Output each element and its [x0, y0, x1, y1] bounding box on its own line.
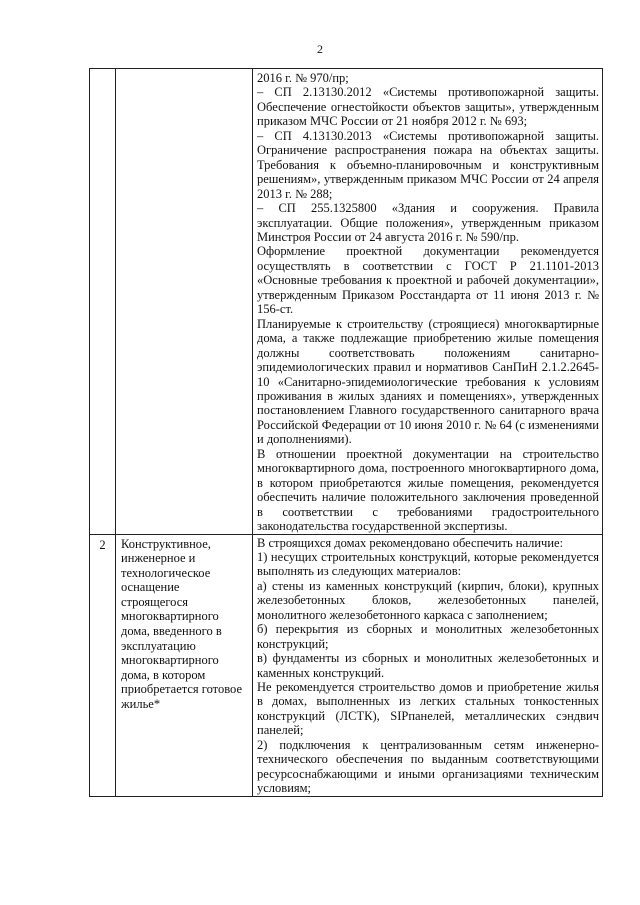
row-name-cell: Конструктивное, инженерное и технологическое оснащение строящегося многоквартирного дома, введенного в эксплуатацию многоквартирного дома, в котором приобретается готовое жилье* — [116, 534, 253, 796]
table-row — [90, 69, 603, 535]
row-number-cell: 2 — [90, 534, 116, 796]
paragraph: – СП 255.1325800 «Здания и сооружения. Правила эксплуатации. Общие положения», утвержденным приказом Минстроя России от 24 августа 2016 г. № 590/пр. — [257, 201, 599, 244]
row-name-cell — [116, 69, 253, 535]
paragraph: а) стены из каменных конструкций (кирпич, блоки), крупных железобетонных блоков, железобетонных панелей, монолитного железобетонного каркаса с заполнением; — [257, 578, 599, 622]
paragraph: б) перекрытия из сборных и монолитных железобетонных конструкций; — [257, 622, 599, 651]
paragraph: Не рекомендуется строительство домов и приобретение жилья в домах, выполненных из легких стальных тонкостенных конструкций (ЛСТК), SIPпанелей, металлических сэндвич панелей; — [257, 680, 599, 738]
paragraph: Планируемые к строительству (строящиеся) многоквартирные дома, а также подлежащие приобретению жилые помещения должны соответствовать положениям санитарно-эпидемиологических правил и нормативов СанПиН 2.1.2.2645-10 «Санитарно-эпидемиологические требования к условиям проживания в жилых зданиях и помещениях», утвержденных постановлением Главного государственного санитарного врача Российской Федерации от 10 июня 2010 г. № 64 (с изменениями и дополнениями). — [257, 316, 599, 447]
row-description-cell — [253, 534, 603, 796]
paragraph: В отношении проектной документации на строительство многоквартирного дома, построенного многоквартирного дома, в котором приобретаются жилые помещения, рекомендуется обеспечить наличие положительного заключения проведенной в соответствии с требованиями градостроительного законодательства государственной экспертизы. — [257, 446, 599, 534]
paragraph: – СП 4.13130.2013 «Системы противопожарной защиты. Ограничение распространения пожара на объектах защиты. Требования к объемно-планировочным и конструктивным решениям», утвержденным приказом МЧС России от 24 апреля 2013 г. № 288; — [257, 128, 599, 201]
paragraph: – СП 2.13130.2012 «Системы противопожарной защиты. Обеспечение огнестойкости объектов защиты», утвержденным приказом МЧС России от 21 ноября 2012 г. № 693; — [257, 85, 599, 129]
page-number: 2 — [317, 42, 323, 56]
row-number-cell — [90, 69, 116, 535]
table-row — [90, 534, 603, 796]
paragraph: 2) подключения к централизованным сетям инженерно-технического обеспечения по выданным соответствующими ресурсоснабжающими и иными организациями техническим условиям; — [257, 737, 599, 796]
paragraph: Оформление проектной документации рекомендуется осуществлять в соответствии с ГОСТ Р 21.1101-2013 «Основные требования к проектной и рабочей документации», утвержденным Приказом Росстандарта от 11 июня 2013 г. № 156-ст. — [257, 244, 599, 317]
paragraph: В строящихся домах рекомендовано обеспечить наличие: — [257, 535, 564, 550]
requirements-table — [89, 68, 603, 797]
paragraph: 1) несущих строительных конструкций, которые рекомендуется выполнять из следующих материалов: — [257, 549, 599, 579]
paragraph: в) фундаменты из сборных и монолитных железобетонных и каменных конструкций. — [257, 651, 599, 680]
row-description-cell — [253, 69, 603, 535]
paragraph: 2016 г. № 970/пр; — [257, 71, 349, 85]
